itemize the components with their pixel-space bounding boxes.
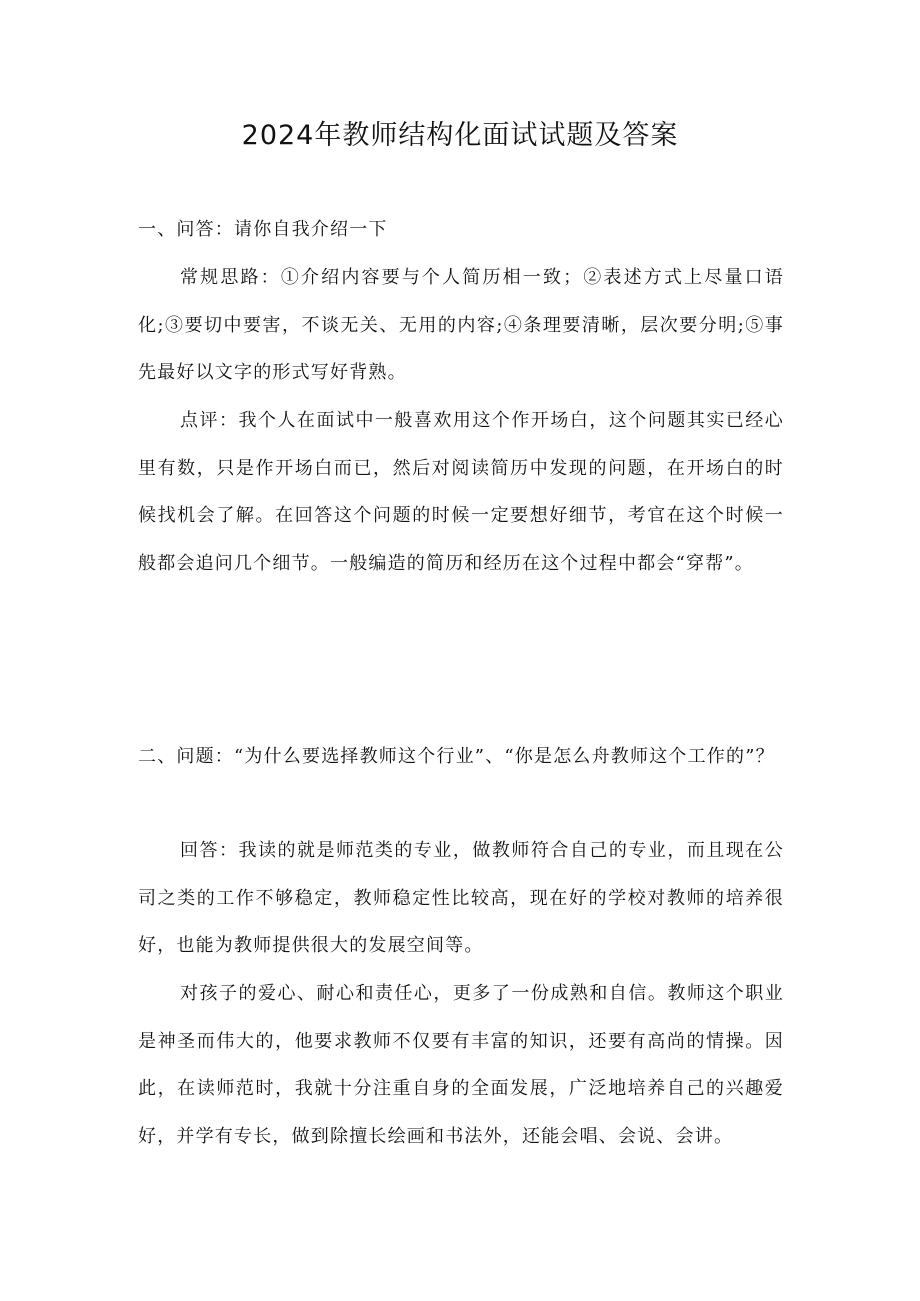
section-2-heading: 二、问题：“为什么要选择教师这个行业”、“你是怎么舟教师这个工作的”？ xyxy=(138,746,775,767)
section-2-answer-paragraph: 回答：我读的就是师范类的专业，做教师符合自己的专业，而且现在公司之类的工作不够稳定，教师稳定性比较高，现在好的学校对教师的培养很好，也能为教师提供很大的发展空间等。 xyxy=(138,840,784,956)
document-title: 2024年教师结构化面试试题及答案 xyxy=(241,120,679,151)
section-1-approach-paragraph: 常规思路：①介绍内容要与个人简历相一致；②表述方式上尽量口语化;③要切中要害，不谈无关、无用的内容;④条理要清晰，层次要分明;⑤事先最好以文字的形式写好背熟。 xyxy=(138,267,784,383)
section-1-comment-paragraph: 点评：我个人在面试中一般喜欢用这个作开场白，这个问题其实已经心里有数，只是作开场白而已，然后对阅读简历中发现的问题，在开场白的时候找机会了解。在回答这个问题的时候一定要想好细节，考官在这个时候一般都会追问几个细节。一般编造的简历和经历在这个过程中都会“穿帮”。 xyxy=(138,410,784,574)
section-2-extra-paragraph: 对孩子的爱心、耐心和责任心，更多了一份成熟和自信。教师这个职业是神圣而伟大的，他要求教师不仅要有丰富的知识，还要有高尚的情操。因此，在读师范时，我就十分注重自身的全面发展，广泛地培养自己的兴趣爱好，并学有专长，做到除擅长绘画和书法外，还能会唱、会说、会讲。 xyxy=(138,983,784,1147)
section-1-heading: 一、问答：请你自我介绍一下 xyxy=(138,219,388,240)
